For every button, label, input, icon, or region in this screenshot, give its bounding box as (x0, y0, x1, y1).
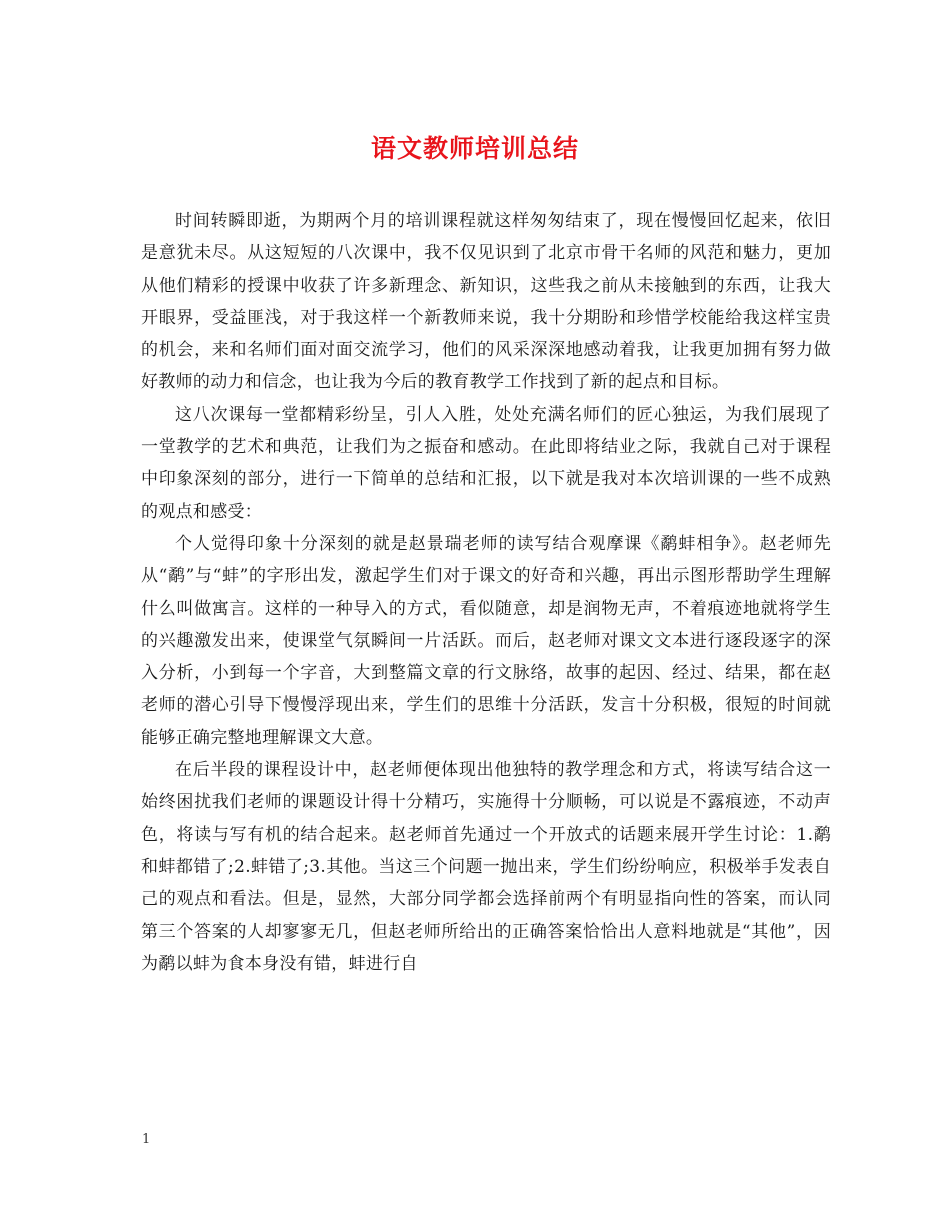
paragraph-2: 这八次课每一堂都精彩纷呈，引人入胜，处处充满名师们的匠心独运，为我们展现了一堂教学的艺术和典范，让我们为之振奋和感动。在此即将结业之际，我就自己对于课程中印象深刻的部分，进行一下简单的总结和汇报，以下就是我对本次培训课的一些不成熟的观点和感受： (141, 404, 831, 522)
page-number: 1 (142, 1132, 151, 1147)
paragraph-3: 个人觉得印象十分深刻的就是赵景瑞老师的读写结合观摩课《鹬蚌相争》。赵老师先从“鹬”与“蚌”的字形出发，激起学生们对于课文的好奇和兴趣，再出示图形帮助学生理解什么叫做寓言。这样的一种导入的方式，看似随意，却是润物无声，不着痕迹地就将学生的兴趣激发出来，使课堂气氛瞬间一片活跃。而后，赵老师对课文文本进行逐段逐字的深入分析，小到每一个字音，大到整篇文章的行文脉络，故事的起因、经过、结果，都在赵老师的潜心引导下慢慢浮现出来，学生们的思维十分活跃，发言十分积极，很短的时间就能够正确完整地理解课文大意。 (141, 533, 831, 748)
paragraph-4: 在后半段的课程设计中，赵老师便体现出他独特的教学理念和方式，将读写结合这一始终困扰我们老师的课题设计得十分精巧，实施得十分顺畅，可以说是不露痕迹，不动声色，将读与写有机的结合起来。赵老师首先通过一个开放式的话题来展开学生讨论：1.鹬和蚌都错了;2.蚌错了;3.其他。当这三个问题一抛出来，学生们纷纷响应，积极举手发表自己的观点和看法。但是，显然，大部分同学都会选择前两个有明显指向性的答案，而认同第三个答案的人却寥寥无几，但赵老师所给出的正确答案恰恰出人意料地就是“其他”，因为鹬以蚌为食本身没有错，蚌进行自 (141, 760, 831, 974)
document-body (141, 205, 831, 980)
paragraph-1: 时间转瞬即逝，为期两个月的培训课程就这样匆匆结束了，现在慢慢回忆起来，依旧是意犹未尽。从这短短的八次课中，我不仅见识到了北京市骨干名师的风范和魅力，更加从他们精彩的授课中收获了许多新理念、新知识，这些我之前从未接触到的东西，让我大开眼界，受益匪浅，对于我这样一个新教师来说，我十分期盼和珍惜学校能给我这样宝贵的机会，来和名师们面对面交流学习，他们的风采深深地感动着我，让我更加拥有努力做好教师的动力和信念，也让我为今后的教育教学工作找到了新的起点和目标。 (141, 211, 831, 393)
document-title: 语文教师培训总结 (370, 134, 579, 163)
